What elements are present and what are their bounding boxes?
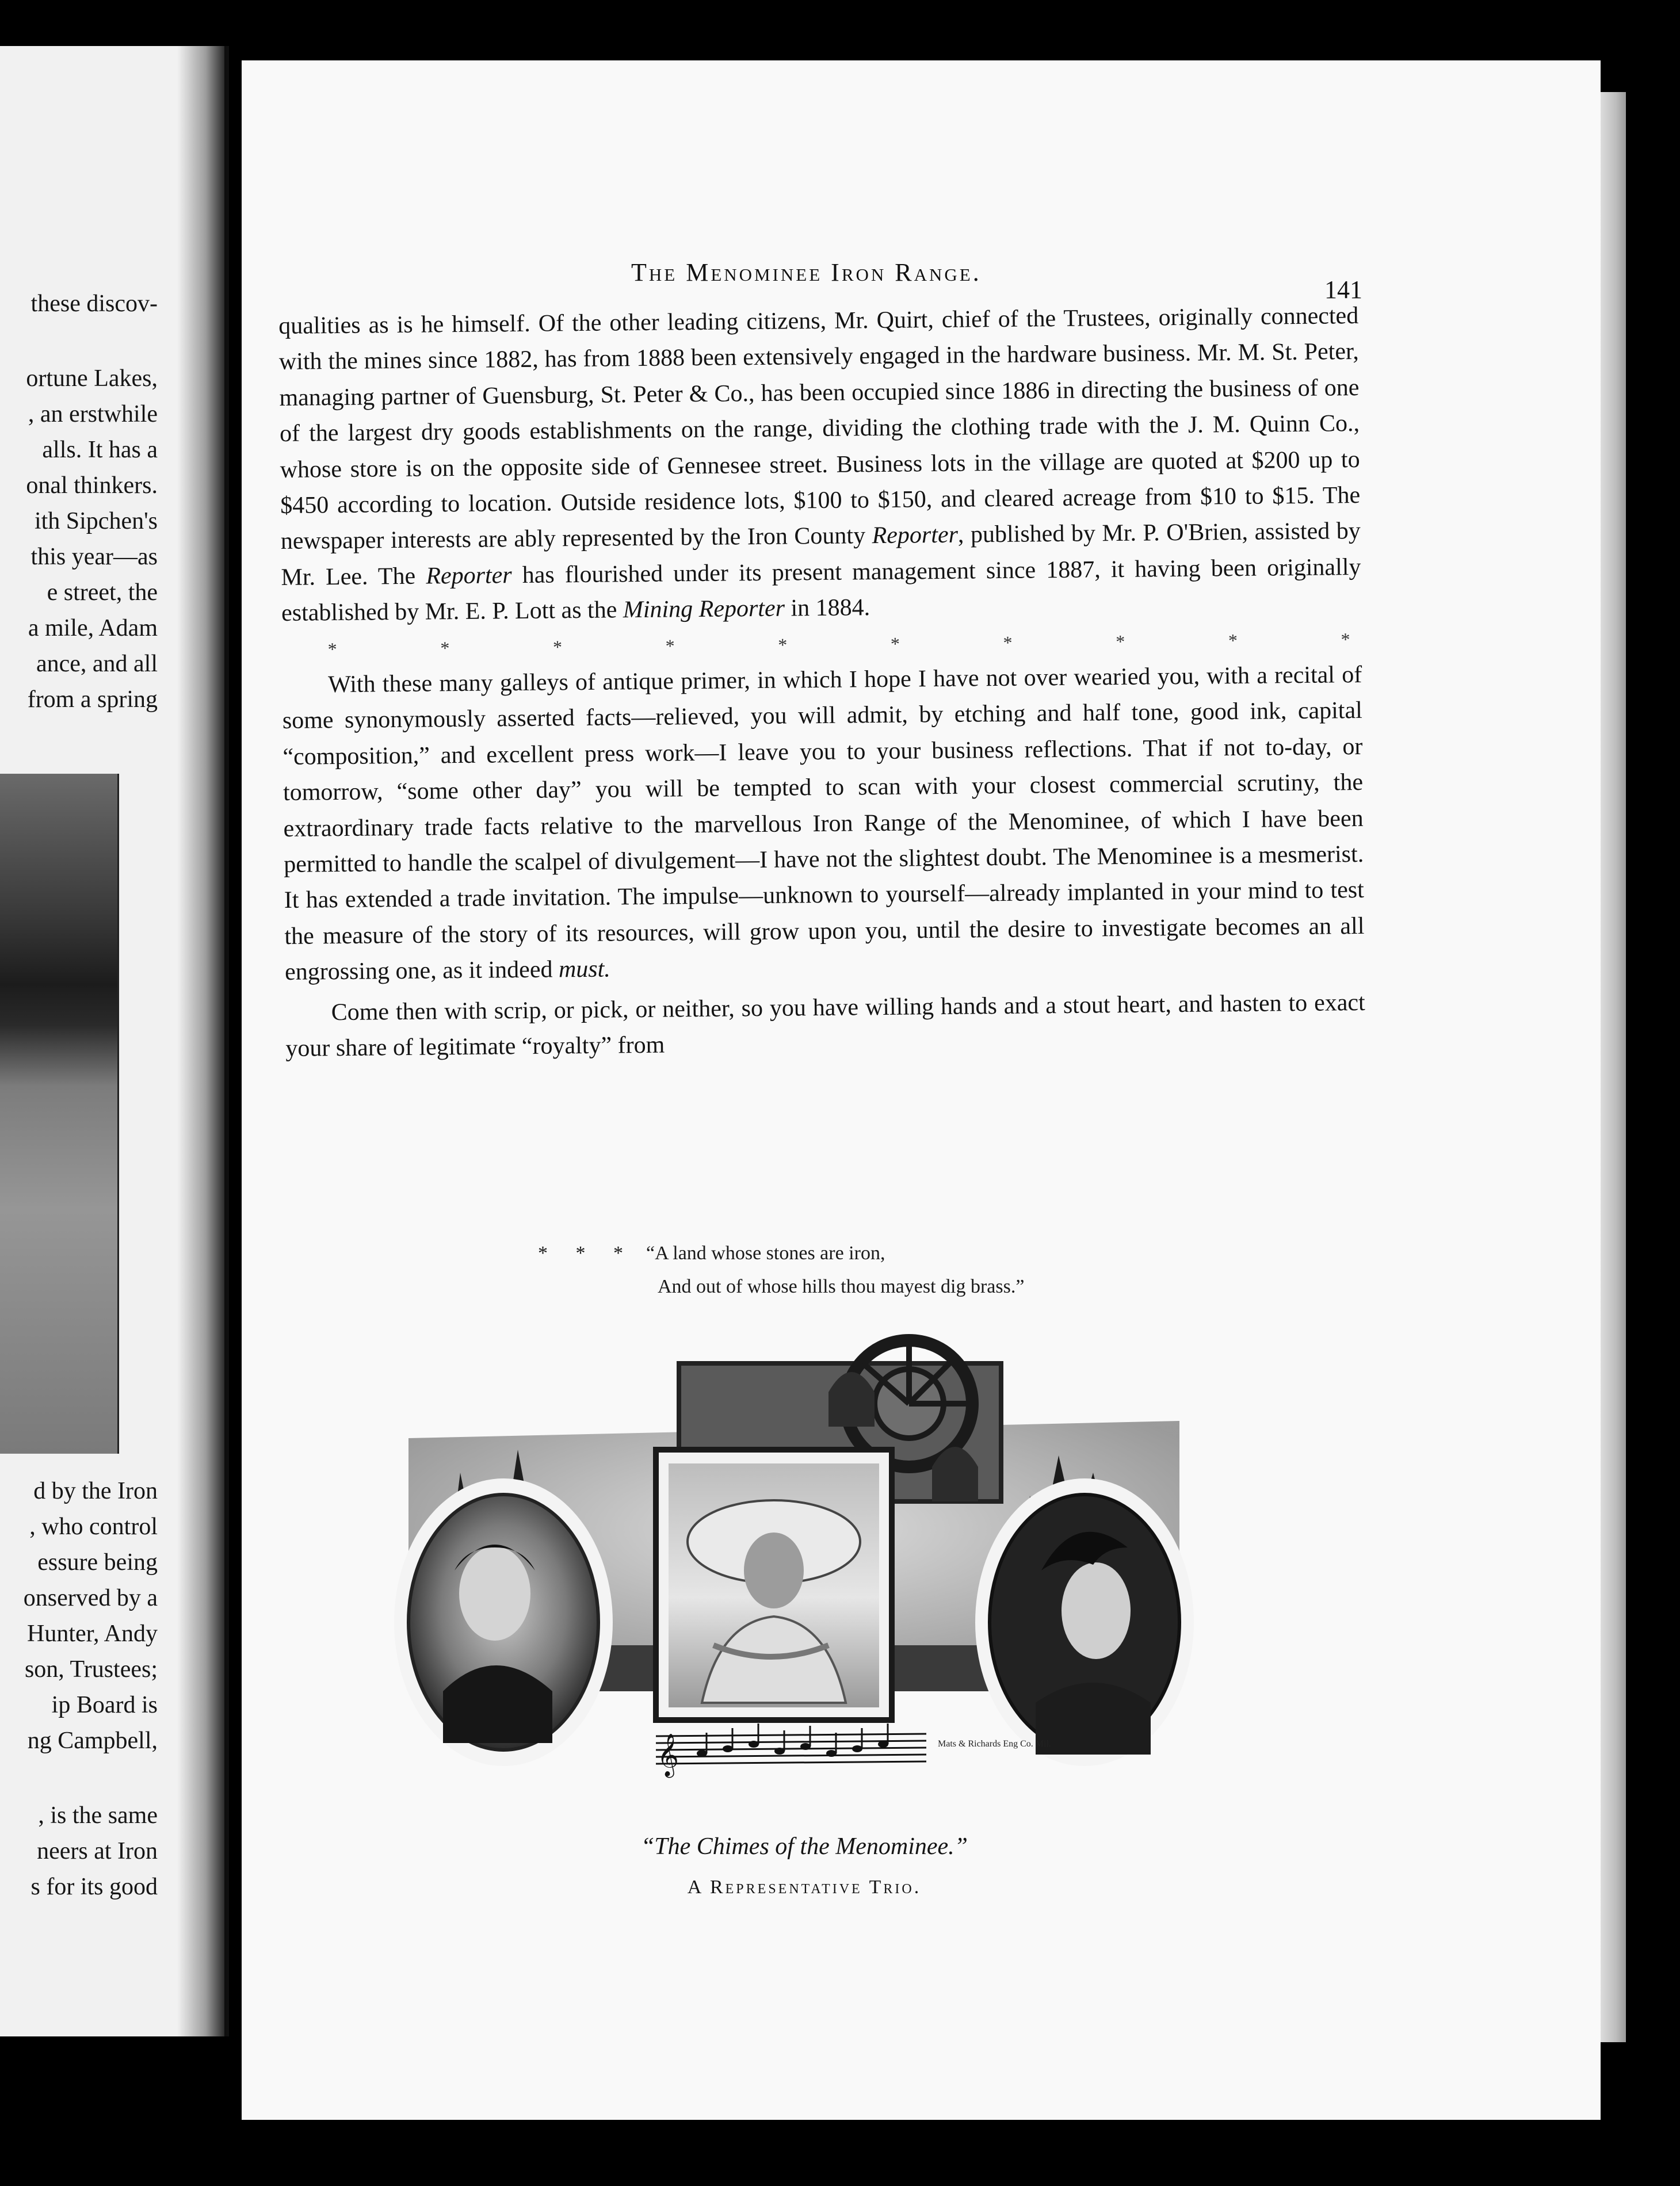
star: * [665,635,675,656]
left-text-line: d by the Iron [33,1478,158,1504]
star: * [1228,629,1238,651]
star: * [778,634,788,655]
newspaper-title: Reporter [426,561,512,590]
epigraph-stars: * * * [538,1243,635,1264]
page-number: 141 [1324,276,1362,304]
running-head: The Menominee Iron Range. [631,258,982,286]
left-text-line: ith Sipchen's [34,508,158,534]
left-text-line: ance, and all [36,651,158,677]
page-edge [1601,92,1626,2042]
epigraph-line [538,1237,1024,1270]
left-text-line: this year—as [30,544,158,570]
newspaper-title: Reporter [872,522,959,549]
text-span: , published by Mr. P. O'Brien, assisted by Mr. Lee. The [281,518,1361,591]
left-text-line: onal thinkers. [26,472,158,499]
emphasis: must. [558,956,611,983]
figure-caption: “The Chimes of the Menominee.” [640,1833,968,1860]
music-staff [656,1723,926,1778]
left-text-line: from a spring [27,686,158,713]
star: * [552,636,563,658]
chimes-illustration [391,1323,1220,1806]
left-text-line: e street, the [47,579,158,606]
left-text-line: , is the same [38,1802,158,1829]
portrait-left [394,1478,613,1766]
left-text-line: s for its good [30,1874,158,1900]
svg-text:𝄞: 𝄞 [657,1734,679,1776]
star: * [890,633,900,654]
epigraph [538,1237,1024,1304]
star: * [327,638,337,659]
epigraph-line: And out of whose hills thou mayest dig brass.” [658,1276,1025,1297]
epigraph-text: “A land whose stones are iron, [646,1243,885,1264]
paragraph: Come then with scrip, or pick, or neither, so you have willing hands and a stout heart, and hasten to exact your share of legitimate “royalty” from [285,989,1365,1063]
left-text-line: neers at Iron [37,1838,158,1864]
portrait-right [975,1478,1194,1766]
body-text [278,298,1366,1067]
text-span: With these many galleys of antique primer, in which I hope I have not over wearied you, with a recital of some synonymously asserted facts—relieved, you will admit, by etching and half tone, good ink, capital “composition,” and excellent press work—I leave you to your business reflections. That if not to-day, or tomorrow, “some other day” you will be tempted to scan with your closest commercial scrutiny, the extraordinary trade facts relative to the marvellous Iron Range of the Menominee, of which I have been permitted to handle the scalpel of divulgement—I have not the slightest doubt. The Menominee is a mesmerist. It has extended a trade invitation. The impulse—unknown to yourself—already implanted in your mind to test the measure of the story of its resources, will grow upon you, until the desire to investigate becomes an all engrossing one, as it indeed [282,662,1365,986]
left-text-line: a mile, Adam [28,615,158,641]
figure-subcaption: A Representative Trio. [687,1877,922,1898]
left-text-line: onserved by a [23,1585,158,1611]
paragraph [278,298,1361,632]
newspaper-title: Mining Reporter [623,595,785,624]
left-text-line: Hunter, Andy [27,1621,158,1647]
star: * [440,637,450,658]
left-text-line: essure being [37,1549,158,1576]
left-text-line: ip Board is [51,1692,158,1718]
left-text-line: son, Trustees; [24,1656,158,1683]
text-span: qualities as is he himself. Of the other leading citizens, Mr. Quirt, chief of the Trustees, originally connected with the mines since 1882, has from 1888 been extensively engaged in the hardware business. Mr. M. St. Peter, managing partner of Guensburg, St. Peter & Co., has been occupied since 1886 in directing the business of one of the largest dry goods establishments on the range, dividing the clothing trade with the J. M. Quinn Co., whose store is on the opposite side of Gennesee street. Business lots in the village are quoted at $200 up to $450 according to location. Outside residence lots, $100 to $150, and cleared acreage from $10 to $15. The newspaper interests are ably represented by the Iron County [278,302,1361,555]
left-text-line: ng Campbell, [27,1728,158,1754]
star: * [1003,632,1013,653]
paragraph [282,657,1365,991]
text-span: in 1884. [784,594,870,622]
star: * [1341,628,1350,649]
book-gutter-shadow [177,46,229,2036]
engraver-mark: Mats & Richards Eng Co. Mil. [938,1739,1051,1749]
left-text-line: , an erstwhile [28,401,158,427]
left-text-line: ortune Lakes, [26,365,158,392]
left-text-line: alls. It has a [42,437,158,463]
text-span: has flourished under its present management since 1887, it having been originally established by Mr. E. P. Lott as the [281,553,1361,627]
star: * [1116,630,1125,652]
portrait-center [656,1450,892,1720]
left-text-line: , who control [29,1514,158,1540]
left-landscape-photo [0,774,119,1454]
left-text-line: these discov- [30,291,158,317]
